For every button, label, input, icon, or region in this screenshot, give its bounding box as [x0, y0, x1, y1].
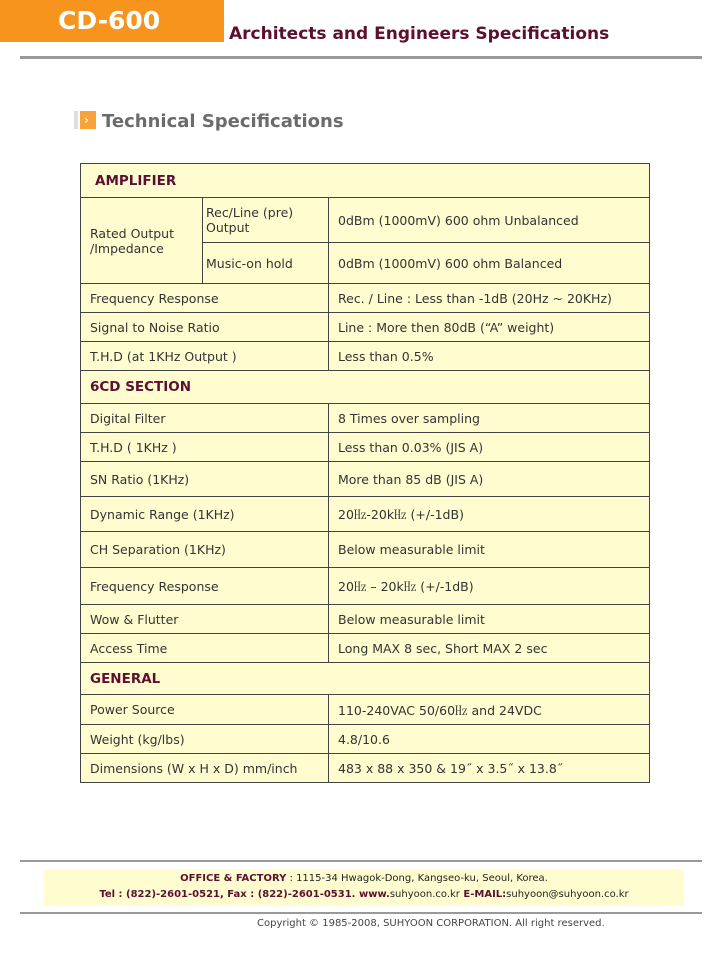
section-row-amplifier — [81, 164, 650, 198]
website-link[interactable]: suhyoon.co.kr — [389, 889, 460, 900]
spec-label: Wow & Flutter — [81, 605, 329, 634]
section-row-general — [81, 663, 650, 695]
footer-divider — [20, 860, 702, 862]
spec-label: Dynamic Range (1KHz) — [81, 497, 329, 532]
page-title: Architects and Engineers Specifications — [229, 24, 610, 44]
spec-value: 20㎐ – 20k㎐ (+/-1dB) — [329, 568, 650, 605]
fax-value: (822)-2601-0531. — [254, 889, 359, 900]
header-divider — [20, 56, 702, 59]
spec-table — [80, 163, 650, 783]
spec-value: 0dBm (1000mV) 600 ohm Unbalanced — [329, 198, 650, 243]
spec-label: Access Time — [81, 634, 329, 663]
spec-label: Frequency Response — [81, 568, 329, 605]
spec-sublabel: Music-on hold — [203, 243, 329, 284]
office-line — [44, 871, 684, 887]
section-heading: GENERAL — [81, 663, 650, 695]
spec-label: Digital Filter — [81, 404, 329, 433]
footer-contact — [44, 869, 684, 906]
table-row — [81, 462, 650, 497]
spec-value: 0dBm (1000mV) 600 ohm Balanced — [329, 243, 650, 284]
arrow-bullet-icon: › — [74, 111, 96, 129]
spec-value: Less than 0.03% (JIS A) — [329, 433, 650, 462]
table-row — [81, 433, 650, 462]
table-row — [81, 532, 650, 568]
spec-value: 110-240VAC 50/60㎐ and 24VDC — [329, 695, 650, 725]
table-row — [81, 284, 650, 313]
table-row — [81, 313, 650, 342]
spec-label: Weight (kg/lbs) — [81, 725, 329, 754]
spec-sublabel: Rec/Line (pre) Output — [203, 198, 329, 243]
copyright: Copyright © 1985-2008, SUHYOON CORPORATION. All right reserved. — [257, 918, 605, 929]
tel-label: Tel : — [99, 889, 123, 900]
spec-label: T.H.D (at 1KHz Output ) — [81, 342, 329, 371]
model-badge: CD-600 — [0, 0, 224, 42]
table-row — [81, 634, 650, 663]
table-row — [81, 404, 650, 433]
table-row — [81, 605, 650, 634]
section-heading: AMPLIFIER — [81, 164, 650, 198]
table-row — [81, 198, 650, 243]
footer-divider-bottom — [20, 912, 702, 914]
table-row — [81, 695, 650, 725]
table-row — [81, 754, 650, 783]
email-label: E-MAIL: — [459, 889, 507, 900]
office-label: OFFICE & FACTORY — [180, 873, 287, 884]
spec-value: Below measurable limit — [329, 532, 650, 568]
office-address: : 1115-34 Hwagok-Dong, Kangseo-ku, Seoul, Korea. — [286, 873, 548, 884]
spec-label: SN Ratio (1KHz) — [81, 462, 329, 497]
spec-label: Rated Output /Impedance — [81, 198, 203, 284]
table-row — [81, 497, 650, 532]
spec-label: T.H.D ( 1KHz ) — [81, 433, 329, 462]
spec-value: 8 Times over sampling — [329, 404, 650, 433]
fax-label: Fax : — [227, 889, 255, 900]
spec-value: 20㎐-20k㎐ (+/-1dB) — [329, 497, 650, 532]
spec-label: Power Source — [81, 695, 329, 725]
spec-value: Below measurable limit — [329, 605, 650, 634]
section-title: Technical Specifications — [102, 111, 344, 132]
spec-value: Less than 0.5% — [329, 342, 650, 371]
table-row — [81, 725, 650, 754]
spec-value: 4.8/10.6 — [329, 725, 650, 754]
section-heading: 6CD SECTION — [81, 371, 650, 404]
spec-value: Rec. / Line : Less than -1dB (20Hz ~ 20KHz) — [329, 284, 650, 313]
spec-value: Line : More then 80dB (“A” weight) — [329, 313, 650, 342]
spec-label: Frequency Response — [81, 284, 329, 313]
spec-value: Long MAX 8 sec, Short MAX 2 sec — [329, 634, 650, 663]
spec-label: CH Separation (1KHz) — [81, 532, 329, 568]
contact-line — [44, 887, 684, 903]
spec-label: Signal to Noise Ratio — [81, 313, 329, 342]
table-row — [81, 342, 650, 371]
www-label: www. — [358, 889, 390, 900]
tel-value: (822)-2601-0521, — [122, 889, 228, 900]
section-row-cd — [81, 371, 650, 404]
table-row — [81, 568, 650, 605]
spec-value: 483 x 88 x 350 & 19˝ x 3.5˝ x 13.8˝ — [329, 754, 650, 783]
email-link[interactable]: suhyoon@suhyoon.co.kr — [506, 889, 629, 900]
spec-label: Dimensions (W x H x D) mm/inch — [81, 754, 329, 783]
spec-value: More than 85 dB (JIS A) — [329, 462, 650, 497]
